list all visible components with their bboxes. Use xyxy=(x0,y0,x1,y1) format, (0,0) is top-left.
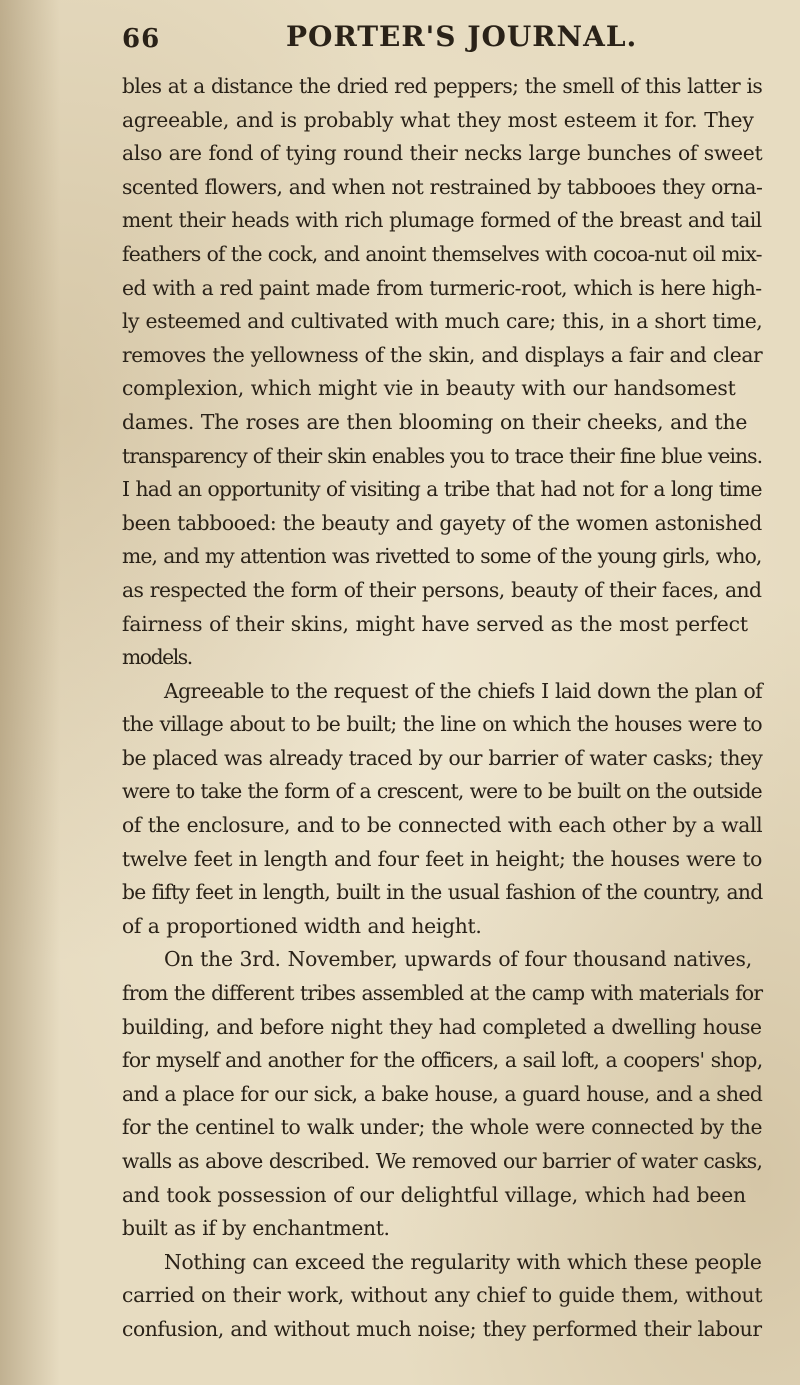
text-line: carried on their work, without any chief to guide them, without xyxy=(122,1283,763,1308)
text-line: been tabbooed: the beauty and gayety of the women astonished xyxy=(122,510,762,535)
text-line: agreeable, and is probably what they most esteem it for. They xyxy=(122,107,754,132)
text-line: twelve feet in length and four feet in height; the houses were to xyxy=(122,846,762,871)
text-line: be placed was already traced by our barrier of water casks; they xyxy=(122,745,763,770)
text-line: transparency of their skin enables you to trace their fine blue veins. xyxy=(122,443,763,468)
text-line: ment their heads with rich plumage formed of the breast and tail xyxy=(122,208,762,233)
text-line: were to take the form of a crescent, were to be built on the outside xyxy=(122,779,762,804)
text-line: models. xyxy=(122,645,192,670)
text-line: walls as above described. We removed our barrier of water casks, xyxy=(122,1149,763,1173)
text-line: removes the yellowness of the skin, and displays a fair and clear xyxy=(122,342,763,367)
text-line: for the centinel to walk under; the whole were connected by the xyxy=(122,1115,763,1140)
text-line: ed with a red paint made from turmeric-root, which is here high- xyxy=(122,275,762,300)
text-line: also are fond of tying round their necks large bunches of sweet xyxy=(122,141,763,166)
page-number: 66 xyxy=(122,24,161,54)
page-header xyxy=(122,18,742,58)
text-line: be fifty feet in length, built in the usual fashion of the country, and xyxy=(122,880,763,905)
text-line: dames. The roses are then blooming on their cheeks, and the xyxy=(122,409,748,434)
text-line: Nothing can exceed the regularity with which these people xyxy=(164,1249,762,1274)
text-line: I had an opportunity of visiting a tribe that had not for a long time xyxy=(122,477,762,502)
text-line: On the 3rd. November, upwards of four thousand natives, xyxy=(164,947,752,972)
text-line: me, and my attention was rivetted to some of the young girls, who, xyxy=(122,544,762,569)
text-line: building, and before night they had completed a dwelling house xyxy=(122,1014,762,1039)
text-line: of the enclosure, and to be connected with each other by a wall xyxy=(122,813,763,838)
text-line: from the different tribes assembled at the camp with materials for xyxy=(122,981,763,1006)
text-line: the village about to be built; the line on which the houses were to xyxy=(122,712,763,737)
text-line: feathers of the cock, and anoint themselves with cocoa-nut oil mix- xyxy=(122,241,762,266)
text-line: and took possession of our delightful village, which had been xyxy=(122,1182,746,1207)
text-line: for myself and another for the officers, a sail loft, a coopers' shop, xyxy=(122,1048,763,1073)
text-line: bles at a distance the dried red peppers; the smell of this latter is xyxy=(122,74,763,98)
text-line: fairness of their skins, might have served as the most perfect xyxy=(122,611,748,636)
running-head: PORTER'S JOURNAL. xyxy=(286,20,638,53)
text-line: of a proportioned width and height. xyxy=(122,913,482,938)
text-line: Agreeable to the request of the chiefs I laid down the plan of xyxy=(164,678,763,703)
text-line: complexion, which might vie in beauty with our handsomest xyxy=(122,376,736,401)
text-line: built as if by enchantment. xyxy=(122,1216,390,1241)
text-line: and a place for our sick, a bake house, a guard house, and a shed xyxy=(122,1081,763,1106)
text-line: confusion, and without much noise; they performed their labour xyxy=(122,1316,762,1341)
body-text xyxy=(122,70,772,1347)
text-line: scented flowers, and when not restrained by tabbooes they orna- xyxy=(122,174,763,199)
text-line: ly esteemed and cultivated with much care; this, in a short time, xyxy=(122,309,763,334)
text-line: as respected the form of their persons, beauty of their faces, and xyxy=(122,577,762,602)
page-shadow xyxy=(0,0,60,1385)
